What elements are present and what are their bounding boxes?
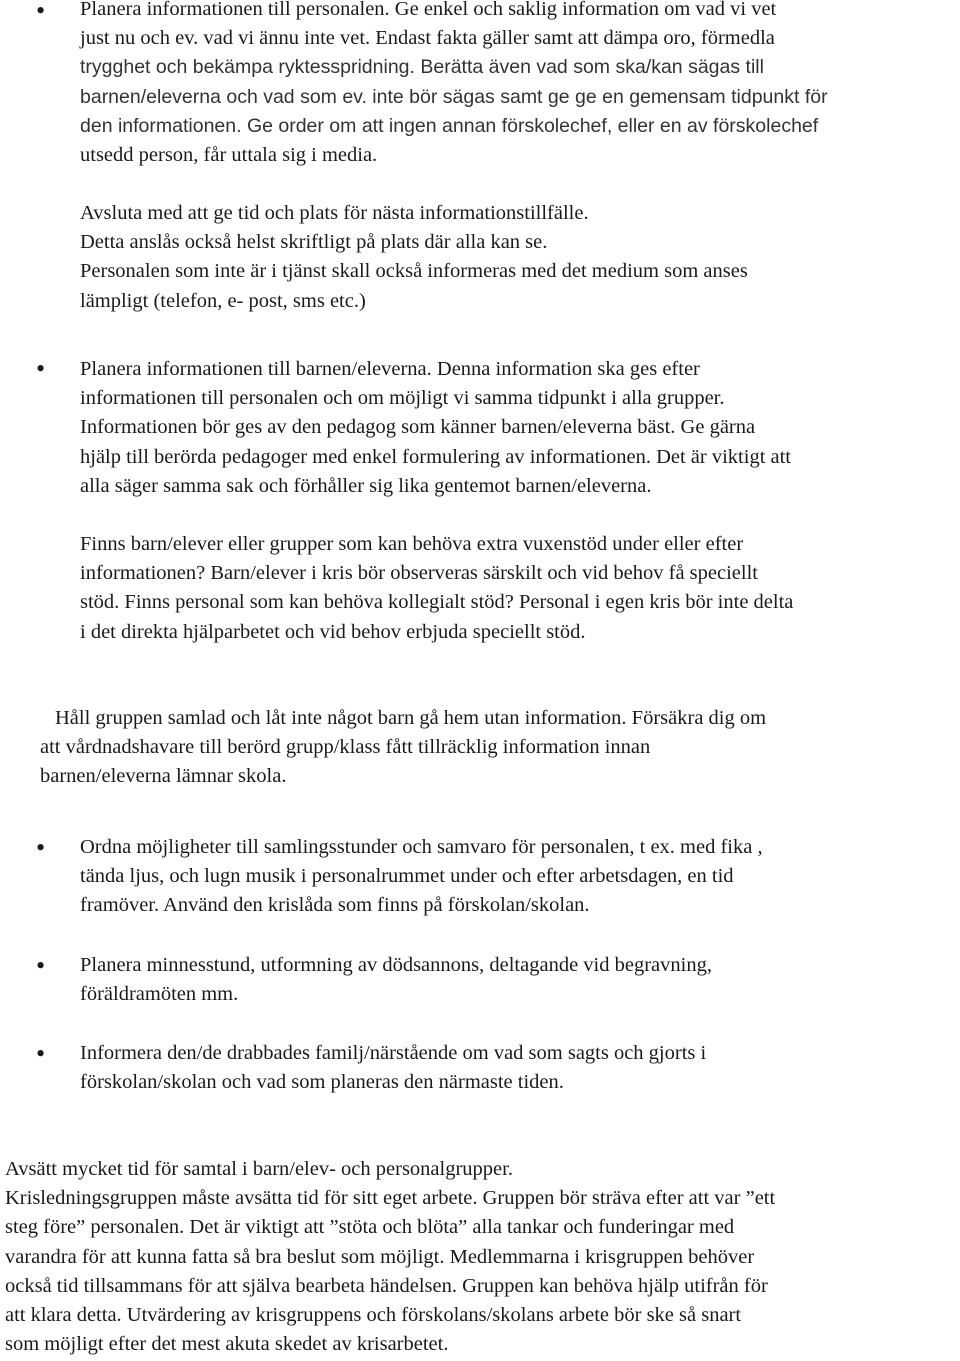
text-line: lämpligt (telefon, e- post, sms etc.) bbox=[80, 289, 366, 312]
text-line: tända ljus, och lugn musik i personalrummet under och efter arbetsdagen, en tid bbox=[80, 865, 734, 888]
text-line: Planera minnesstund, utformning av dödsannons, deltagande vid begravning, bbox=[80, 954, 712, 976]
text-line: varandra för att kunna fatta så bra beslut som möjligt. Medlemmarna i krisgruppen behöver bbox=[5, 1245, 755, 1268]
bullet-icon: • bbox=[36, 0, 46, 25]
text-line: utsedd person, får uttala sig i media. bbox=[80, 144, 378, 167]
text-line: i det direkta hjälparbetet och vid behov erbjuda speciellt stöd. bbox=[80, 620, 586, 643]
text-line: som möjligt efter det mest akuta skedet av krisarbetet. bbox=[5, 1333, 449, 1356]
text-line: hjälp till berörda pedagoger med enkel formulering av informationen. Det är viktigt att bbox=[80, 445, 792, 468]
paragraph-inform-family bbox=[80, 1039, 960, 1097]
text-line: Finns barn/elever eller grupper som kan behöva extra vuxenstöd under eller efter bbox=[80, 533, 744, 555]
text-line: Planera informationen till barnen/eleverna. Denna information ska ges efter bbox=[80, 358, 700, 380]
text-line: informationen? Barn/elever i kris bör observeras särskilt och vid behov få speciellt bbox=[80, 562, 758, 585]
text-line: att vårdnadshavare till berörd grupp/klass fått tillräcklig information innan bbox=[40, 736, 651, 759]
text-line: steg före” personalen. Det är viktigt att ”stöta och blöta” alla tankar och funderingar med bbox=[5, 1216, 735, 1239]
text-line: att klara detta. Utvärdering av krisgruppens och förskolans/skolans arbete bör ske så snart bbox=[5, 1304, 742, 1327]
bullet-icon: • bbox=[36, 833, 46, 862]
text-line: Avsätt mycket tid för samtal i barn/elev- och personalgrupper. bbox=[5, 1158, 513, 1180]
text-line: förskolan/skolan och vad som planeras den närmaste tiden. bbox=[80, 1071, 564, 1094]
text-line: informationen till personalen och om möjligt vi samma tidpunkt i alla grupper. bbox=[80, 387, 725, 410]
text-line: också tid tillsammans för att själva bearbeta händelsen. Gruppen kan behöva hjälp utifrån för bbox=[5, 1274, 768, 1297]
text-line: Informationen bör ges av den pedagog som känner barnen/eleverna bäst. Ge gärna bbox=[80, 416, 756, 439]
text-line: föräldramöten mm. bbox=[80, 983, 239, 1006]
text-line: Avsluta med att ge tid och plats för nästa informationstillfälle. bbox=[80, 202, 589, 224]
text-line: just nu och ev. vad vi ännu inte vet. Endast fakta gäller samt att dämpa oro, förmedla bbox=[80, 27, 775, 50]
paragraph-memorial bbox=[80, 951, 960, 1009]
text-line: Planera informationen till personalen. Ge enkel och saklig information om vad vi vet bbox=[80, 0, 777, 20]
bullet-icon: • bbox=[36, 951, 46, 980]
text-line: trygghet och bekämpa ryktesspridning. Berätta även vad som ska/kan sägas till bbox=[80, 56, 764, 79]
paragraph-inform-staff bbox=[80, 0, 960, 170]
text-line: framöver. Använd den krislåda som finns på förskolan/skolan. bbox=[80, 894, 590, 917]
paragraph-staff-gatherings bbox=[80, 833, 960, 921]
text-line: Ordna möjligheter till samlingsstunder och samvaro för personalen, t ex. med fika , bbox=[80, 836, 763, 858]
text-line: Krisledningsgruppen måste avsätta tid för sitt eget arbete. Gruppen bör sträva efter att var ”ett bbox=[5, 1187, 776, 1210]
paragraph-crisis-group bbox=[5, 1155, 960, 1359]
paragraph-next-info bbox=[80, 199, 960, 316]
text-line: Personalen som inte är i tjänst skall också informeras med det medium som anses bbox=[80, 260, 748, 283]
text-line: alla säger samma sak och förhåller sig lika gentemot barnen/eleverna. bbox=[80, 474, 652, 497]
text-line: den informationen. Ge order om att ingen annan förskolechef, eller en av förskolechef bbox=[80, 114, 819, 137]
text-line: Informera den/de drabbades familj/närstående om vad som sagts och gjorts i bbox=[80, 1042, 707, 1064]
paragraph-inform-children bbox=[80, 355, 960, 501]
text-line: Detta anslås också helst skriftligt på plats där alla kan se. bbox=[80, 231, 548, 254]
paragraph-keep-group bbox=[40, 704, 955, 792]
text-line: barnen/eleverna och vad som ev. inte bör sägas samt ge ge en gemensam tidpunkt för bbox=[80, 85, 828, 108]
bullet-icon: • bbox=[36, 1039, 46, 1068]
text-line: barnen/eleverna lämnar skola. bbox=[40, 765, 287, 788]
text-line: Håll gruppen samlad och låt inte något barn gå hem utan information. Försäkra dig om bbox=[55, 707, 767, 729]
text-line: stöd. Finns personal som kan behöva kollegialt stöd? Personal i egen kris bör inte delta bbox=[80, 591, 794, 614]
paragraph-extra-support bbox=[80, 530, 960, 647]
bullet-icon: • bbox=[36, 354, 46, 383]
